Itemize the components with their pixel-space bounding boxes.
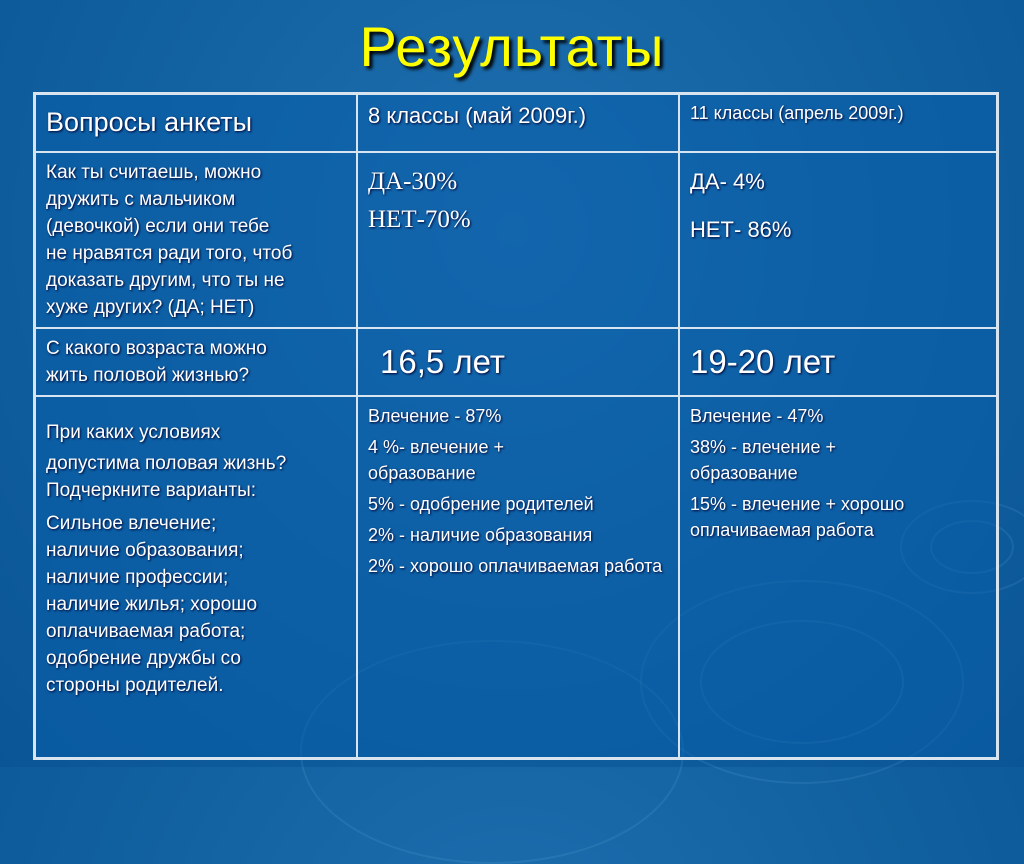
question-line: не нравятся ради того, чтоб	[46, 243, 293, 264]
question-line: стороны родителей.	[46, 675, 224, 696]
question-line: одобрение дружбы со	[46, 648, 241, 669]
grade11-answer-cell	[679, 152, 998, 328]
question-cell	[35, 396, 358, 759]
answer-line: 5% - одобрение родителей	[368, 494, 594, 514]
slide-title: Результаты	[359, 15, 665, 78]
answer-line: ДА-30%	[368, 168, 458, 195]
grade11-answer-cell	[679, 396, 998, 759]
question-line: оплачиваемая работа;	[46, 621, 246, 642]
question-line: Как ты считаешь, можно	[46, 162, 262, 183]
question-line: (девочкой) если они тебе	[46, 216, 270, 237]
table-header-row	[35, 94, 998, 153]
header-grade8: 8 классы (май 2009г.)	[357, 94, 679, 153]
question-line: хуже других? (ДА; НЕТ)	[46, 297, 255, 318]
answer-line: 2% - хорошо оплачиваемая работа	[368, 556, 663, 576]
grade8-answer-cell	[357, 396, 679, 759]
question-line: наличие профессии;	[46, 567, 229, 588]
answer-line: 2% - наличие образования	[368, 525, 593, 545]
header-grade11: 11 классы (апрель 2009г.)	[679, 94, 998, 153]
question-line: жить половой жизнью?	[46, 365, 250, 386]
question-line: наличие жилья; хорошо	[46, 594, 258, 615]
header-questions: Вопросы анкеты	[35, 94, 358, 153]
table-row	[35, 396, 998, 759]
question-cell	[35, 152, 358, 328]
question-line: С какого возраста можно	[46, 338, 267, 359]
answer-line: НЕТ- 86%	[690, 217, 792, 242]
question-line: допустима половая жизнь?	[46, 453, 287, 474]
answer-line: 38% - влечение + образование	[690, 437, 836, 483]
question-cell	[35, 328, 358, 396]
table-row	[35, 152, 998, 328]
table-row	[35, 328, 998, 396]
question-line: наличие образования;	[46, 540, 244, 561]
grade8-answer-cell: 16,5 лет	[357, 328, 679, 396]
question-line: дружить с мальчиком	[46, 189, 236, 210]
answer-line: ДА- 4%	[690, 169, 765, 194]
grade11-answer-cell: 19-20 лет	[679, 328, 998, 396]
answer-line: Влечение - 87%	[368, 406, 502, 426]
answer-line: 4 %- влечение + образование	[368, 437, 504, 483]
question-line: Подчеркните варианты:	[46, 480, 257, 501]
question-line: При каких условиях	[46, 422, 221, 443]
question-line: Сильное влечение;	[46, 513, 217, 534]
answer-line: НЕТ-70%	[368, 206, 471, 233]
grade8-answer-cell	[357, 152, 679, 328]
results-table	[33, 92, 999, 760]
question-line: доказать другим, что ты не	[46, 270, 285, 291]
answer-line: 15% - влечение + хорошо оплачиваемая работа	[690, 494, 905, 540]
answer-line: Влечение - 47%	[690, 406, 824, 426]
